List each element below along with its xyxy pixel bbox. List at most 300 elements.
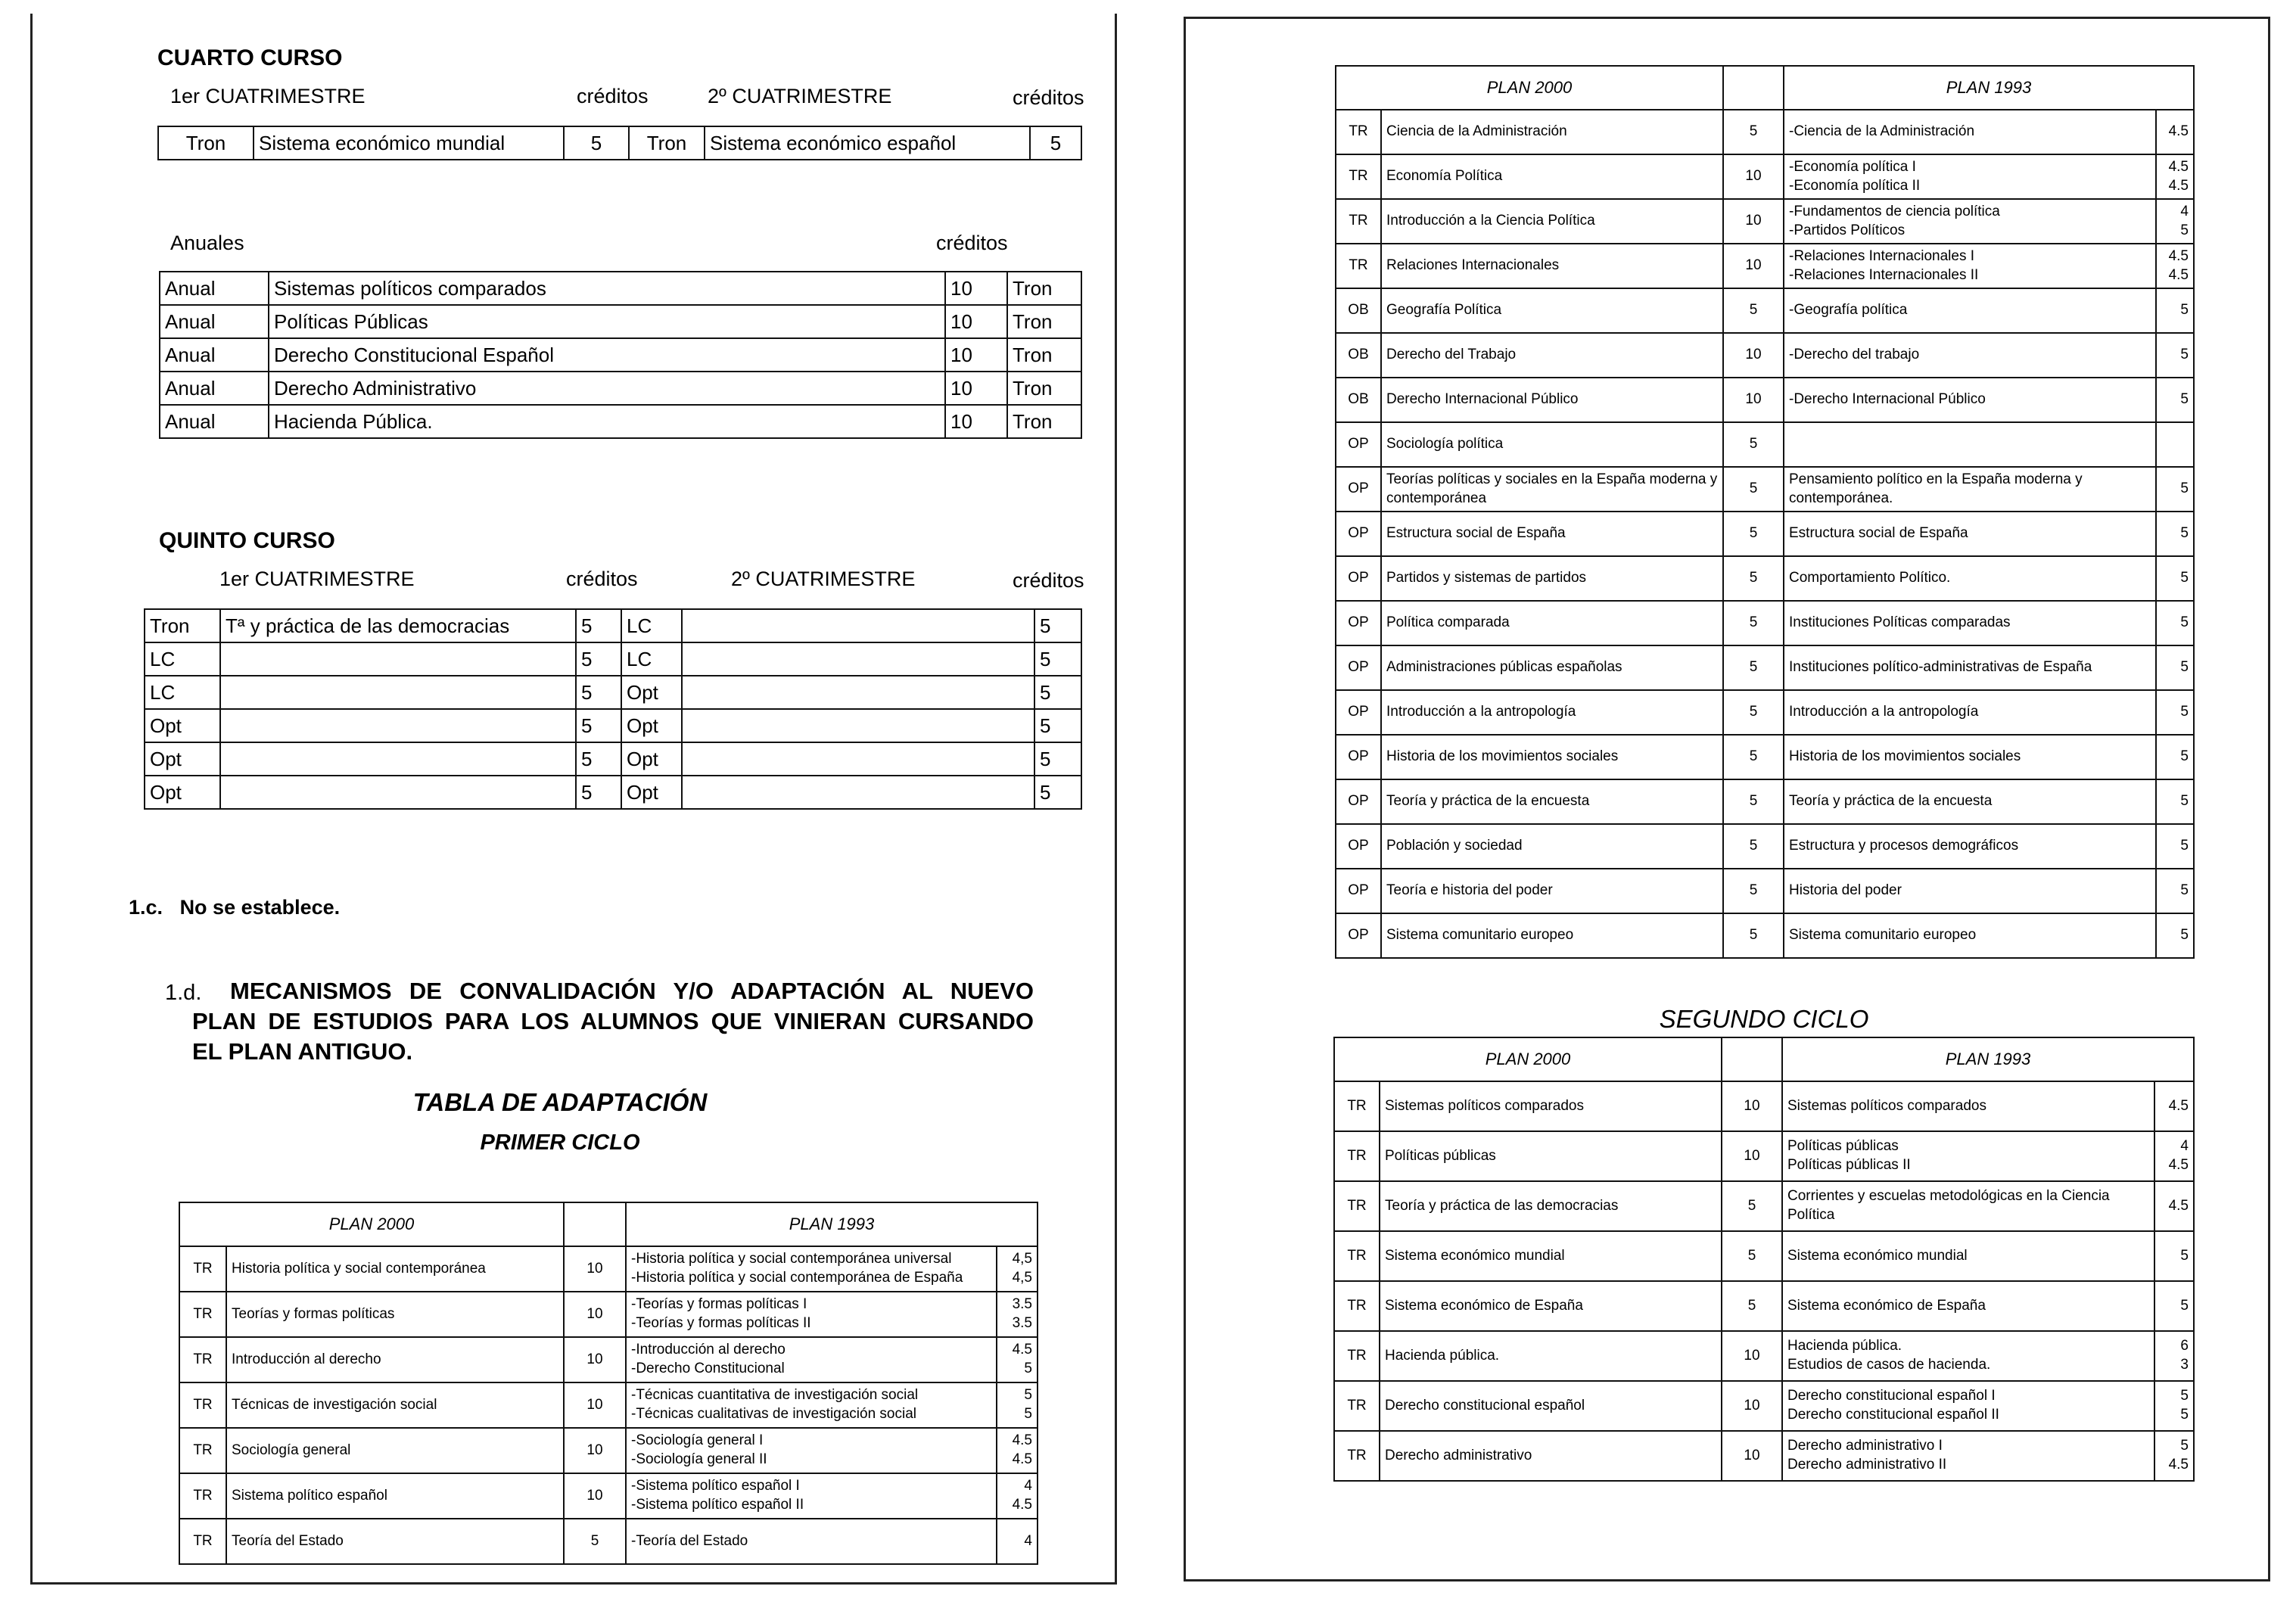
old-subjects-cell bbox=[626, 1337, 997, 1382]
old-credit-value: 5 bbox=[2180, 525, 2189, 542]
old-subjects-cell bbox=[1782, 1281, 2154, 1331]
old-subjects-cell bbox=[1784, 869, 2156, 913]
old-subjects-cell bbox=[1784, 333, 2156, 378]
table-row bbox=[1336, 199, 2194, 244]
table-row bbox=[1336, 244, 2194, 288]
table-cell bbox=[220, 742, 576, 776]
old-subject-line: -Relaciones Internacionales I bbox=[1789, 247, 1975, 264]
table-row bbox=[1336, 869, 2194, 913]
old-credit-value: 5 bbox=[2180, 882, 2189, 899]
old-credit-value: 5 bbox=[2180, 1407, 2189, 1423]
subject-credits-cell: 5 bbox=[1723, 110, 1784, 154]
table-cell: Políticas Públicas bbox=[269, 305, 945, 338]
header-spacer bbox=[564, 1202, 626, 1246]
subject-credits-cell: 5 bbox=[1723, 512, 1784, 556]
quinto-cuatrimestre-table bbox=[144, 608, 1082, 810]
old-subject-line: Sistema económico mundial bbox=[1787, 1247, 1968, 1264]
table-cell: Derecho Administrativo bbox=[269, 372, 945, 405]
table-cell: 5 bbox=[1034, 742, 1081, 776]
section-1d-number: 1.d. bbox=[165, 981, 202, 1005]
old-credits-cell bbox=[2156, 913, 2194, 958]
old-subject-line: Sistemas políticos comparados bbox=[1787, 1097, 1986, 1114]
subject-credits-cell: 5 bbox=[1723, 913, 1784, 958]
table-row bbox=[179, 1519, 1038, 1564]
old-credit-value: 4.5 bbox=[1012, 1497, 1032, 1513]
subject-credits-cell: 10 bbox=[564, 1246, 626, 1292]
subject-name-cell: Teoría y práctica de las democracias bbox=[1380, 1181, 1722, 1231]
table-cell: Tron bbox=[1007, 405, 1081, 438]
subject-credits-cell: 10 bbox=[1723, 333, 1784, 378]
old-credits-cell bbox=[997, 1428, 1038, 1473]
old-credits-cell bbox=[997, 1337, 1038, 1382]
old-credits-cell bbox=[2156, 467, 2194, 512]
subject-name-cell: Sistema económico de España bbox=[1380, 1281, 1722, 1331]
old-credit-value: 4.5 bbox=[1012, 1342, 1032, 1358]
table-cell: Opt bbox=[621, 709, 682, 742]
subject-name-cell: Relaciones Internacionales bbox=[1381, 244, 1723, 288]
cuarto-sem2-label: 2º CUATRIMESTRE bbox=[708, 85, 892, 107]
old-subject-line: -Sociología general II bbox=[631, 1451, 767, 1467]
quinto-sem1-label: 1er CUATRIMESTRE bbox=[219, 568, 415, 590]
table-cell: 5 bbox=[576, 709, 621, 742]
old-credit-value: 4.5 bbox=[2168, 123, 2189, 140]
old-credits-cell bbox=[2156, 333, 2194, 378]
old-credit-value: 5 bbox=[2180, 793, 2189, 810]
old-subject-line: Sistema comunitario europeo bbox=[1789, 927, 1977, 944]
table-cell: Sistema económico español bbox=[705, 126, 1030, 160]
old-subject-line: Estructura y procesos demográficos bbox=[1789, 838, 2019, 854]
old-credit-value: 5 bbox=[2180, 481, 2189, 497]
old-subjects-cell bbox=[1784, 913, 2156, 958]
table-row bbox=[1336, 824, 2194, 869]
header-spacer bbox=[1723, 66, 1784, 110]
old-subjects-cell bbox=[1784, 422, 2156, 467]
old-credit-value: 4 bbox=[1024, 1478, 1032, 1494]
subject-type-cell: TR bbox=[1336, 110, 1381, 154]
old-credits-cell bbox=[2156, 779, 2194, 824]
old-subject-line: -Partidos Políticos bbox=[1789, 222, 1906, 238]
segundo-ciclo-body bbox=[1334, 1081, 2194, 1481]
old-credits-cell bbox=[2154, 1181, 2194, 1231]
subject-name-cell: Derecho constitucional español bbox=[1380, 1381, 1722, 1431]
old-subjects-cell bbox=[1784, 645, 2156, 690]
old-credits-cell bbox=[2154, 1431, 2194, 1481]
table-header-row bbox=[1336, 66, 2194, 110]
plan1993-header: PLAN 1993 bbox=[626, 1202, 1038, 1246]
table-cell: Opt bbox=[621, 742, 682, 776]
old-credits-cell bbox=[2154, 1081, 2194, 1131]
old-subject-line: Instituciones político-administrativas de España bbox=[1789, 659, 2092, 676]
subject-name-cell: Ciencia de la Administración bbox=[1381, 110, 1723, 154]
old-credits-cell bbox=[2156, 378, 2194, 422]
table-cell: 10 bbox=[945, 272, 1007, 305]
quinto-creditos-label-2: créditos bbox=[1013, 569, 1084, 592]
cuarto-sem1-label: 1er CUATRIMESTRE bbox=[170, 85, 366, 107]
old-subjects-cell bbox=[1784, 824, 2156, 869]
old-subject-line: Corrientes y escuelas metodológicas en la Ciencia Política bbox=[1787, 1188, 2110, 1223]
old-subject-line: -Ciencia de la Administración bbox=[1789, 123, 1975, 140]
old-subjects-cell bbox=[626, 1246, 997, 1292]
old-credit-value: 5 bbox=[2180, 570, 2189, 586]
subject-type-cell: TR bbox=[179, 1246, 226, 1292]
table-cell: 5 bbox=[576, 742, 621, 776]
old-subjects-cell bbox=[1782, 1231, 2154, 1281]
table-row bbox=[1334, 1331, 2194, 1381]
table-row bbox=[1336, 556, 2194, 601]
table-row bbox=[160, 305, 1081, 338]
old-subject-line: Derecho constitucional español II bbox=[1787, 1407, 1999, 1423]
table-cell: 5 bbox=[576, 609, 621, 642]
table-cell: Opt bbox=[145, 776, 220, 809]
old-credit-value: 3.5 bbox=[1012, 1296, 1032, 1313]
subject-name-cell: Administraciones públicas españolas bbox=[1381, 645, 1723, 690]
old-subjects-cell bbox=[626, 1428, 997, 1473]
old-subject-line: Sistema económico de España bbox=[1787, 1297, 1986, 1314]
table-cell: Tron bbox=[1007, 272, 1081, 305]
table-cell: Opt bbox=[145, 742, 220, 776]
old-credit-value: 5 bbox=[1024, 1406, 1032, 1422]
subject-name-cell: Sociología general bbox=[226, 1428, 564, 1473]
subject-credits-cell: 5 bbox=[1723, 779, 1784, 824]
old-credits-cell bbox=[2156, 556, 2194, 601]
table-row bbox=[1336, 110, 2194, 154]
old-credit-value: 4.5 bbox=[2168, 1157, 2189, 1173]
table-row bbox=[1336, 288, 2194, 333]
subject-credits-cell: 5 bbox=[1723, 735, 1784, 779]
old-credits-cell bbox=[2154, 1331, 2194, 1381]
table-cell bbox=[220, 676, 576, 709]
table-row bbox=[179, 1382, 1038, 1428]
old-subject-line: Instituciones Políticas comparadas bbox=[1789, 614, 2011, 631]
old-subject-line: -Derecho del trabajo bbox=[1789, 347, 1920, 363]
cuarto-creditos-label-2: créditos bbox=[1013, 86, 1084, 109]
old-subject-line: Estructura social de España bbox=[1789, 525, 1968, 542]
subject-credits-cell: 5 bbox=[1723, 556, 1784, 601]
subject-name-cell: Geografía Política bbox=[1381, 288, 1723, 333]
table-cell: Opt bbox=[621, 676, 682, 709]
table-cell: 5 bbox=[1034, 676, 1081, 709]
subject-name-cell: Sociología política bbox=[1381, 422, 1723, 467]
subject-credits-cell: 10 bbox=[1722, 1131, 1782, 1181]
old-credit-value: 4.5 bbox=[2168, 266, 2189, 283]
subject-name-cell: Estructura social de España bbox=[1381, 512, 1723, 556]
old-credits-cell bbox=[2156, 199, 2194, 244]
subject-name-cell: Teoría del Estado bbox=[226, 1519, 564, 1564]
table-cell: 10 bbox=[945, 372, 1007, 405]
subject-type-cell: TR bbox=[179, 1292, 226, 1337]
subject-type-cell: TR bbox=[179, 1428, 226, 1473]
subject-type-cell: OP bbox=[1336, 824, 1381, 869]
subject-type-cell: TR bbox=[179, 1519, 226, 1564]
table-cell bbox=[682, 609, 1034, 642]
old-credit-value: 3 bbox=[2180, 1357, 2189, 1373]
subject-credits-cell: 10 bbox=[564, 1473, 626, 1519]
table-row bbox=[1336, 779, 2194, 824]
table-row bbox=[158, 126, 1081, 160]
cuarto-curso-title: CUARTO CURSO bbox=[157, 45, 343, 70]
old-subjects-cell bbox=[1782, 1081, 2154, 1131]
old-subjects-cell bbox=[1784, 735, 2156, 779]
table-cell: LC bbox=[621, 609, 682, 642]
table-row bbox=[179, 1428, 1038, 1473]
table-cell: 10 bbox=[945, 405, 1007, 438]
plan2000-header: PLAN 2000 bbox=[179, 1202, 564, 1246]
subject-type-cell: TR bbox=[1334, 1281, 1380, 1331]
subject-credits-cell: 5 bbox=[1722, 1281, 1782, 1331]
subject-credits-cell: 10 bbox=[1723, 154, 1784, 199]
table-cell: Tron bbox=[1007, 372, 1081, 405]
old-credits-cell bbox=[2154, 1231, 2194, 1281]
section-1d-line-3: EL PLAN ANTIGUO. bbox=[192, 1038, 413, 1065]
table-cell: 5 bbox=[564, 126, 629, 160]
old-credit-value: 4 bbox=[1024, 1532, 1032, 1549]
subject-credits-cell: 5 bbox=[564, 1519, 626, 1564]
table-cell bbox=[682, 676, 1034, 709]
subject-type-cell: OP bbox=[1336, 512, 1381, 556]
table-row bbox=[160, 372, 1081, 405]
old-subjects-cell bbox=[1784, 601, 2156, 645]
table-row bbox=[1334, 1081, 2194, 1131]
table-cell: Tron bbox=[1007, 305, 1081, 338]
section-1d-line-1: MECANISMOS DE CONVALIDACIÓN Y/O ADAPTACIÓN AL NUEVO bbox=[230, 978, 1034, 1004]
cuarto-creditos-label-1: créditos bbox=[577, 85, 649, 107]
subject-type-cell: OP bbox=[1336, 601, 1381, 645]
old-credits-cell bbox=[2154, 1281, 2194, 1331]
anuales-table bbox=[159, 271, 1082, 439]
table-row bbox=[1336, 333, 2194, 378]
table-cell: Anual bbox=[160, 272, 269, 305]
old-credit-value: 4.5 bbox=[2168, 177, 2189, 194]
subject-name-cell: Hacienda pública. bbox=[1380, 1331, 1722, 1381]
table-row bbox=[1336, 645, 2194, 690]
table-cell bbox=[220, 709, 576, 742]
old-credits-cell bbox=[2156, 690, 2194, 735]
table-cell: 10 bbox=[945, 338, 1007, 372]
old-subjects-cell bbox=[1784, 244, 2156, 288]
table-cell: Tron bbox=[629, 126, 705, 160]
old-subject-line: Teoría y práctica de la encuesta bbox=[1789, 793, 1993, 810]
old-credit-value: 4.5 bbox=[2168, 158, 2189, 175]
old-subjects-cell bbox=[1784, 779, 2156, 824]
old-credit-value: 4.5 bbox=[2168, 1197, 2189, 1214]
table-cell: Anual bbox=[160, 372, 269, 405]
subject-name-cell: Sistema político español bbox=[226, 1473, 564, 1519]
old-subject-line: Hacienda pública. bbox=[1787, 1338, 1902, 1354]
old-subject-line: -Sistema político español II bbox=[631, 1497, 804, 1513]
table-cell: 5 bbox=[1034, 609, 1081, 642]
old-subjects-cell bbox=[626, 1292, 997, 1337]
table-row bbox=[1334, 1281, 2194, 1331]
table-cell: Opt bbox=[621, 776, 682, 809]
table-row bbox=[145, 676, 1081, 709]
table-row bbox=[1336, 422, 2194, 467]
subject-name-cell: Introducción a la Ciencia Política bbox=[1381, 199, 1723, 244]
section-1c-text: No se establece. bbox=[179, 896, 341, 919]
old-subject-line: -Derecho Constitucional bbox=[631, 1361, 785, 1376]
table-row bbox=[1336, 913, 2194, 958]
old-credits-cell bbox=[2156, 422, 2194, 467]
table-row bbox=[179, 1473, 1038, 1519]
subject-name-cell: Derecho del Trabajo bbox=[1381, 333, 1723, 378]
old-subjects-cell bbox=[1784, 467, 2156, 512]
old-subject-line: Derecho administrativo II bbox=[1787, 1457, 1947, 1473]
table-cell: Anual bbox=[160, 405, 269, 438]
subject-type-cell: TR bbox=[1334, 1081, 1380, 1131]
table-row bbox=[1334, 1381, 2194, 1431]
old-subjects-cell bbox=[1784, 288, 2156, 333]
old-credits-cell bbox=[2156, 154, 2194, 199]
table-cell: LC bbox=[621, 642, 682, 676]
old-subject-line: -Técnicas cualitativas de investigación social bbox=[631, 1406, 917, 1422]
old-credit-value: 5 bbox=[2180, 1388, 2189, 1404]
old-subject-line: -Introducción al derecho bbox=[631, 1342, 786, 1358]
old-subject-line: Historia de los movimientos sociales bbox=[1789, 748, 2021, 765]
old-credit-value: 5 bbox=[2180, 659, 2189, 676]
old-credit-value: 3.5 bbox=[1012, 1315, 1032, 1331]
quinto-creditos-label-1: créditos bbox=[566, 568, 638, 590]
old-credits-cell bbox=[2156, 824, 2194, 869]
old-subjects-cell bbox=[1784, 512, 2156, 556]
subject-name-cell: Teorías y formas políticas bbox=[226, 1292, 564, 1337]
subject-type-cell: TR bbox=[1334, 1431, 1380, 1481]
old-credits-cell bbox=[2156, 869, 2194, 913]
table-cell: LC bbox=[145, 642, 220, 676]
subject-type-cell: TR bbox=[1336, 244, 1381, 288]
old-subjects-cell bbox=[1784, 556, 2156, 601]
old-credit-value: 5 bbox=[1024, 1361, 1032, 1376]
subject-name-cell: Población y sociedad bbox=[1381, 824, 1723, 869]
table-header-row bbox=[1334, 1037, 2194, 1081]
subject-name-cell: Política comparada bbox=[1381, 601, 1723, 645]
table-row bbox=[1334, 1181, 2194, 1231]
subject-type-cell: OP bbox=[1336, 779, 1381, 824]
subject-credits-cell: 5 bbox=[1723, 645, 1784, 690]
table-row bbox=[1336, 467, 2194, 512]
old-subject-line: -Derecho Internacional Público bbox=[1789, 391, 1986, 408]
cuarto-cuatrimestre-table bbox=[157, 126, 1082, 160]
old-subject-line: Políticas públicas II bbox=[1787, 1157, 1911, 1173]
adaptation-table-primer-ciclo-part2 bbox=[1335, 65, 2195, 959]
section-1c bbox=[129, 896, 340, 919]
subject-credits-cell: 10 bbox=[1722, 1081, 1782, 1131]
subject-type-cell: OP bbox=[1336, 422, 1381, 467]
subject-credits-cell: 10 bbox=[564, 1428, 626, 1473]
old-credits-cell bbox=[997, 1292, 1038, 1337]
subject-credits-cell: 5 bbox=[1723, 690, 1784, 735]
table-cell: 5 bbox=[576, 676, 621, 709]
table-row bbox=[160, 338, 1081, 372]
old-credit-value: 5 bbox=[1024, 1387, 1032, 1404]
old-subject-line: -Sistema político español I bbox=[631, 1478, 800, 1494]
subject-name-cell: Sistema económico mundial bbox=[1380, 1231, 1722, 1281]
subject-credits-cell: 10 bbox=[1722, 1381, 1782, 1431]
subject-type-cell: OB bbox=[1336, 378, 1381, 422]
subject-name-cell: Sistema comunitario europeo bbox=[1381, 913, 1723, 958]
table-row bbox=[1336, 512, 2194, 556]
table-cell bbox=[220, 776, 576, 809]
old-subjects-cell bbox=[1784, 110, 2156, 154]
old-subject-line: -Relaciones Internacionales II bbox=[1789, 266, 1979, 283]
table-cell: 5 bbox=[1034, 776, 1081, 809]
table-row bbox=[1336, 690, 2194, 735]
subject-name-cell: Historia de los movimientos sociales bbox=[1381, 735, 1723, 779]
table-cell bbox=[682, 776, 1034, 809]
old-subject-line: -Historia política y social contemporánea de España bbox=[631, 1270, 963, 1286]
old-credit-value: 5 bbox=[2180, 347, 2189, 363]
subject-type-cell: TR bbox=[179, 1382, 226, 1428]
primer-ciclo-right-body bbox=[1336, 110, 2194, 958]
old-credits-cell bbox=[2156, 512, 2194, 556]
old-credit-value: 4 bbox=[2180, 1138, 2189, 1155]
subject-name-cell: Partidos y sistemas de partidos bbox=[1381, 556, 1723, 601]
old-credits-cell bbox=[2154, 1131, 2194, 1181]
old-credits-cell bbox=[2156, 288, 2194, 333]
table-cell: Sistema económico mundial bbox=[254, 126, 564, 160]
old-subject-line: -Sociología general I bbox=[631, 1432, 764, 1449]
subject-credits-cell: 10 bbox=[1723, 378, 1784, 422]
table-row bbox=[1336, 601, 2194, 645]
primer-ciclo-left-body bbox=[179, 1246, 1038, 1564]
table-row bbox=[145, 709, 1081, 742]
subject-credits-cell: 10 bbox=[1722, 1331, 1782, 1381]
subject-credits-cell: 5 bbox=[1722, 1231, 1782, 1281]
old-subject-line: Introducción a la antropología bbox=[1789, 704, 1979, 720]
table-cell bbox=[682, 709, 1034, 742]
plan1993-header: PLAN 1993 bbox=[1782, 1037, 2194, 1081]
subject-type-cell: OP bbox=[1336, 869, 1381, 913]
table-cell bbox=[220, 642, 576, 676]
table-row bbox=[160, 405, 1081, 438]
subject-name-cell: Economía Política bbox=[1381, 154, 1723, 199]
subject-type-cell: OP bbox=[1336, 467, 1381, 512]
section-1c-number: 1.c. bbox=[129, 896, 163, 919]
subject-name-cell: Técnicas de investigación social bbox=[226, 1382, 564, 1428]
old-credit-value: 4,5 bbox=[1012, 1251, 1032, 1267]
subject-credits-cell: 5 bbox=[1723, 824, 1784, 869]
old-credit-value: 4.5 bbox=[2168, 1457, 2189, 1473]
table-cell: 5 bbox=[1034, 642, 1081, 676]
old-subjects-cell bbox=[1784, 154, 2156, 199]
subject-type-cell: TR bbox=[1334, 1381, 1380, 1431]
old-credits-cell bbox=[2156, 601, 2194, 645]
old-credit-value: 4.5 bbox=[1012, 1451, 1032, 1467]
old-credit-value: 4.5 bbox=[2168, 247, 2189, 264]
table-cell: Tª y práctica de las democracias bbox=[220, 609, 576, 642]
old-credits-cell bbox=[997, 1519, 1038, 1564]
subject-type-cell: OP bbox=[1336, 913, 1381, 958]
subject-type-cell: TR bbox=[179, 1337, 226, 1382]
old-credit-value: 5 bbox=[2180, 748, 2189, 765]
old-credits-cell bbox=[2156, 735, 2194, 779]
subject-type-cell: TR bbox=[1336, 199, 1381, 244]
old-subject-line: Pensamiento político en la España moderna y contemporánea. bbox=[1789, 471, 2083, 506]
subject-credits-cell: 5 bbox=[1723, 288, 1784, 333]
table-row bbox=[1334, 1431, 2194, 1481]
table-header-row bbox=[179, 1202, 1038, 1246]
table-cell: Anual bbox=[160, 305, 269, 338]
old-subject-line: Historia del poder bbox=[1789, 882, 1902, 899]
table-cell bbox=[682, 642, 1034, 676]
table-row bbox=[179, 1337, 1038, 1382]
old-subject-line: -Economía política I bbox=[1789, 158, 1916, 175]
plan1993-header: PLAN 1993 bbox=[1784, 66, 2194, 110]
old-credits-cell bbox=[997, 1246, 1038, 1292]
old-subjects-cell bbox=[1782, 1131, 2154, 1181]
old-subjects-cell bbox=[1782, 1431, 2154, 1481]
subject-name-cell: Teoría y práctica de la encuesta bbox=[1381, 779, 1723, 824]
old-credit-value: 5 bbox=[2180, 222, 2189, 238]
subject-type-cell: OP bbox=[1336, 735, 1381, 779]
